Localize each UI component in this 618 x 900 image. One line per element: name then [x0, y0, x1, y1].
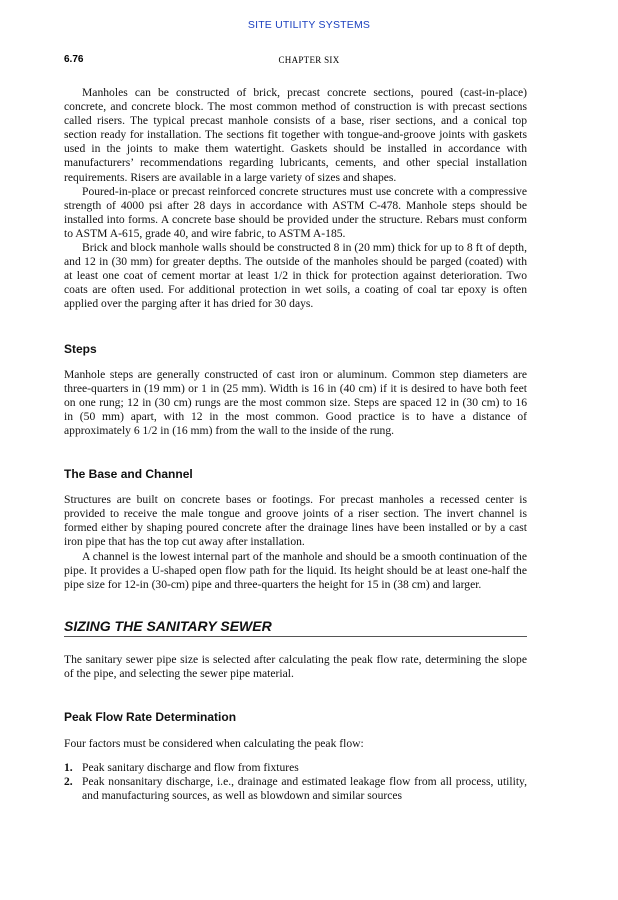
running-head: SITE UTILITY SYSTEMS [247, 19, 371, 31]
list-item-text: Peak nonsanitary discharge, i.e., drainage and estimated leakage flow from all process, utility, and manufacturing sources, as well as blowdown and similar sources [82, 775, 527, 803]
list-item-text: Peak sanitary discharge and flow from fixtures [82, 761, 299, 775]
sizing-paragraph: The sanitary sewer pipe size is selected after calculating the peak flow rate, determining the slope of the pipe, and selecting the sewer pipe material. [64, 652, 527, 680]
list-item-number: 1. [64, 761, 73, 775]
section-title-sizing: SIZING THE SANITARY SEWER [64, 619, 527, 637]
intro-paragraph: Poured-in-place or precast reinforced concrete structures must use concrete with a compressive strength of 4000 psi after 28 days in accordance with ASTM C-478. Manhole steps should be installed into forms. A concrete base should be provided under the structure. Rebars must conform to ASTM A-615, grade 40, and wire fabric, to ASTM A-185. [64, 184, 527, 240]
section-heading-steps: Steps [64, 341, 97, 356]
peak-flow-intro: Four factors must be considered when calculating the peak flow: [64, 737, 364, 751]
chapter-label: CHAPTER SIX [278, 55, 340, 65]
list-item [64, 775, 527, 803]
steps-paragraph: Manhole steps are generally constructed of cast iron or aluminum. Common step diameters are three-quarters in (19 mm) or 1 in (25 mm). Width is 16 in (40 cm) if it is desired to have both feet on one rung; 12 in (30 cm) rungs are the most common size. Steps are spaced 12 in (30 cm) to 16 in (50 mm) apart, with 12 in the most common. Good practice is to have a distance of approximately 6 1/2 in (16 mm) from the wall to the inside of the rung. [64, 367, 527, 437]
body-text [64, 86, 527, 804]
section-heading-peak-flow: Peak Flow Rate Determination [64, 710, 237, 725]
list-item [64, 761, 527, 775]
section-heading-base-channel: The Base and Channel [64, 467, 193, 482]
base-channel-paragraph: A channel is the lowest internal part of the manhole and should be a smooth continuation of the pipe. It provides a U-shaped open flow path for the liquid. Its height should be at least one-half the pipe size for 12-in (30-cm) pipe and three-quarters the height for 15 in (38 cm) and larger. [64, 549, 527, 591]
list-item-number: 2. [64, 775, 73, 789]
peak-flow-factor-list [64, 761, 527, 803]
intro-paragraph: Brick and block manhole walls should be constructed 8 in (20 mm) thick for up to 8 ft of depth, and 12 in (30 mm) for greater depths. The outside of the manholes should be parged (coated) with at least one coat of cement mortar at least 1/2 in thick for protection against deterioration. Two coats are often used. For additional protection in wet soils, a coating of coal tar epoxy is often applied over the parging after it has dried for 30 days. [64, 241, 527, 311]
page-number: 6.76 [64, 54, 84, 65]
base-channel-paragraph: Structures are built on concrete bases or footings. For precast manholes a recessed center is provided to receive the male tongue and groove joints of a riser section. The invert channel is formed either by shaping poured concrete after the drainage lines have been installed or by a cast iron pipe that has the top cut away after installation. [64, 493, 527, 549]
intro-paragraph: Manholes can be constructed of brick, precast concrete sections, poured (cast-in-place) concrete, and concrete block. The most common method of construction is with precast sections called risers. The typical precast manhole consists of a base, riser sections, and a conical top section ready for installation. The sections fit together with tongue-and-groove joints with gaskets used in the joints to make them watertight. Gaskets should be installed in accordance with manufacturers’ recommendations regarding lubricants, cements, and other special installation requirements. Risers are available in a large variety of sizes and shapes. [64, 86, 527, 184]
